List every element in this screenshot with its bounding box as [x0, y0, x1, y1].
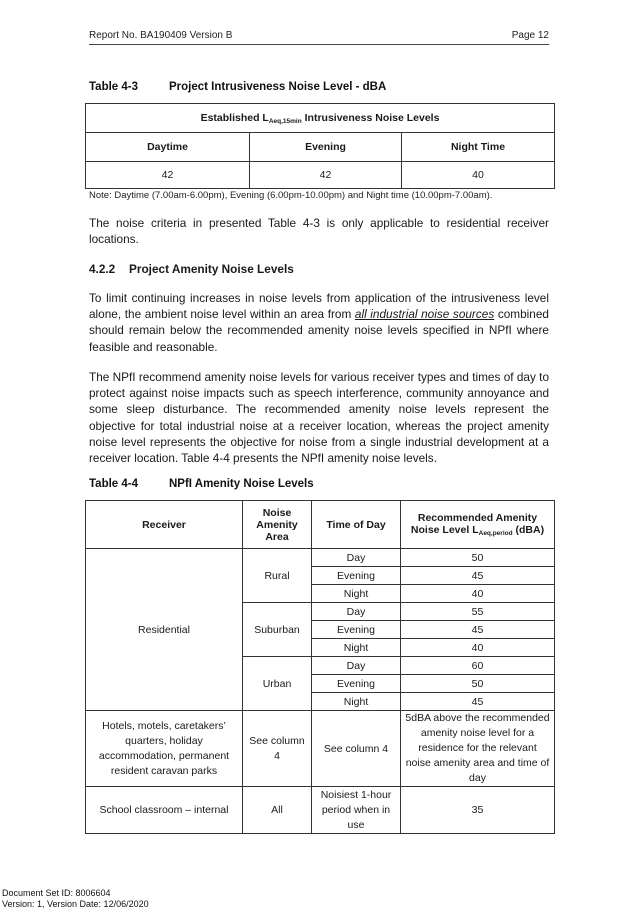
emphasis-all-industrial-noise-sources: all industrial noise sources — [354, 307, 495, 322]
table-4-4-title: NPfI Amenity Noise Levels — [169, 478, 314, 490]
level-cell: 40 — [401, 639, 555, 657]
table-4-3 — [85, 103, 555, 189]
time-cell: Day — [312, 603, 401, 621]
area-rural: Rural — [243, 549, 312, 603]
paragraph-criteria: The noise criteria in presented Table 4-3 is only applicable to residential receiver locations. — [89, 216, 549, 247]
table-4-4-caption — [89, 478, 314, 490]
time-cell: Night — [312, 585, 401, 603]
area-hotels: See column 4 — [243, 711, 312, 787]
time-school: Noisiest 1-hour period when in use — [312, 787, 401, 834]
time-hotels: See column 4 — [312, 711, 401, 787]
level-cell: 45 — [401, 621, 555, 639]
section-title: Project Amenity Noise Levels — [129, 262, 294, 276]
time-cell: Day — [312, 549, 401, 567]
level-cell: 50 — [401, 675, 555, 693]
section-heading — [89, 262, 294, 276]
value-daytime: 42 — [86, 162, 250, 189]
page-number: Page 12 — [511, 30, 549, 41]
area-school: All — [243, 787, 312, 834]
header-noise-amenity-area: Noise Amenity Area — [243, 501, 312, 549]
level-cell: 45 — [401, 567, 555, 585]
value-evening: 42 — [250, 162, 402, 189]
area-urban: Urban — [243, 657, 312, 711]
level-cell: 45 — [401, 693, 555, 711]
header-recommended-level: Recommended Amenity Noise Level $L_{Aeq,period}$ (dBA) — [401, 501, 555, 549]
report-number: Report No. BA190409 Version B — [89, 30, 233, 41]
level-cell: 55 — [401, 603, 555, 621]
page-footer — [2, 888, 149, 910]
paragraph-amenity-intro: To limit continuing increases in noise levels from application of the intrusiveness level alone, the ambient noise level within an area from all industrial noise sources combined should remain below the recommended amenity noise levels specified in NPfI where feasible and reasonable. — [89, 291, 549, 354]
table-4-3-title: Project Intrusiveness Noise Level - dBA — [169, 81, 387, 93]
area-suburban: Suburban — [243, 603, 312, 657]
table-4-3-group-header: Established $L_{Aeq,15min}$ Intrusiveness Noise Levels — [86, 104, 555, 133]
table-4-3-note: Note: Daytime (7.00am-6.00pm), Evening (6.00pm-10.00pm) and Night time (10.00pm-7.00am). — [89, 190, 493, 201]
time-cell: Night — [312, 693, 401, 711]
table-4-3-caption — [89, 81, 386, 93]
header-receiver: Receiver — [86, 501, 243, 549]
header-time-of-day: Time of Day — [312, 501, 401, 549]
version-info: Version: 1, Version Date: 12/06/2020 — [2, 899, 149, 909]
level-hotels: 5dBA above the recommended amenity noise level for a residence for the relevant noise amenity area and time of day — [401, 711, 555, 787]
table-4-4-number: Table 4-4 — [89, 478, 138, 490]
level-school: 35 — [401, 787, 555, 834]
level-cell: 50 — [401, 549, 555, 567]
table-4-4 — [85, 500, 555, 834]
receiver-school: School classroom – internal — [86, 787, 243, 834]
header-night-time: Night Time — [402, 133, 555, 162]
time-cell: Evening — [312, 621, 401, 639]
receiver-hotels: Hotels, motels, caretakers’ quarters, holiday accommodation, permanent resident caravan parks — [86, 711, 243, 787]
time-cell: Evening — [312, 567, 401, 585]
time-cell: Day — [312, 657, 401, 675]
time-cell: Night — [312, 639, 401, 657]
level-cell: 40 — [401, 585, 555, 603]
value-night-time: 40 — [402, 162, 555, 189]
header-evening: Evening — [250, 133, 402, 162]
time-cell: Evening — [312, 675, 401, 693]
table-4-3-number: Table 4-3 — [89, 81, 138, 93]
document-set-id: Document Set ID: 8006604 — [2, 888, 111, 898]
header-rule — [89, 44, 549, 45]
receiver-residential: Residential — [86, 549, 243, 711]
level-cell: 60 — [401, 657, 555, 675]
paragraph-amenity-levels: The NPfI recommend amenity noise levels for various receiver types and times of day to protect against noise impacts such as speech interference, community annoyance and some sleep disturbance. The recommended amenity noise levels represent the objective for total industrial noise at a receiver location, whereas the project amenity noise level represents the objective for noise from a single industrial development at a receiver location. Table 4-4 presents the NPfI amenity noise levels. — [89, 370, 549, 466]
header-daytime: Daytime — [86, 133, 250, 162]
section-number: 4.2.2 — [89, 262, 116, 276]
